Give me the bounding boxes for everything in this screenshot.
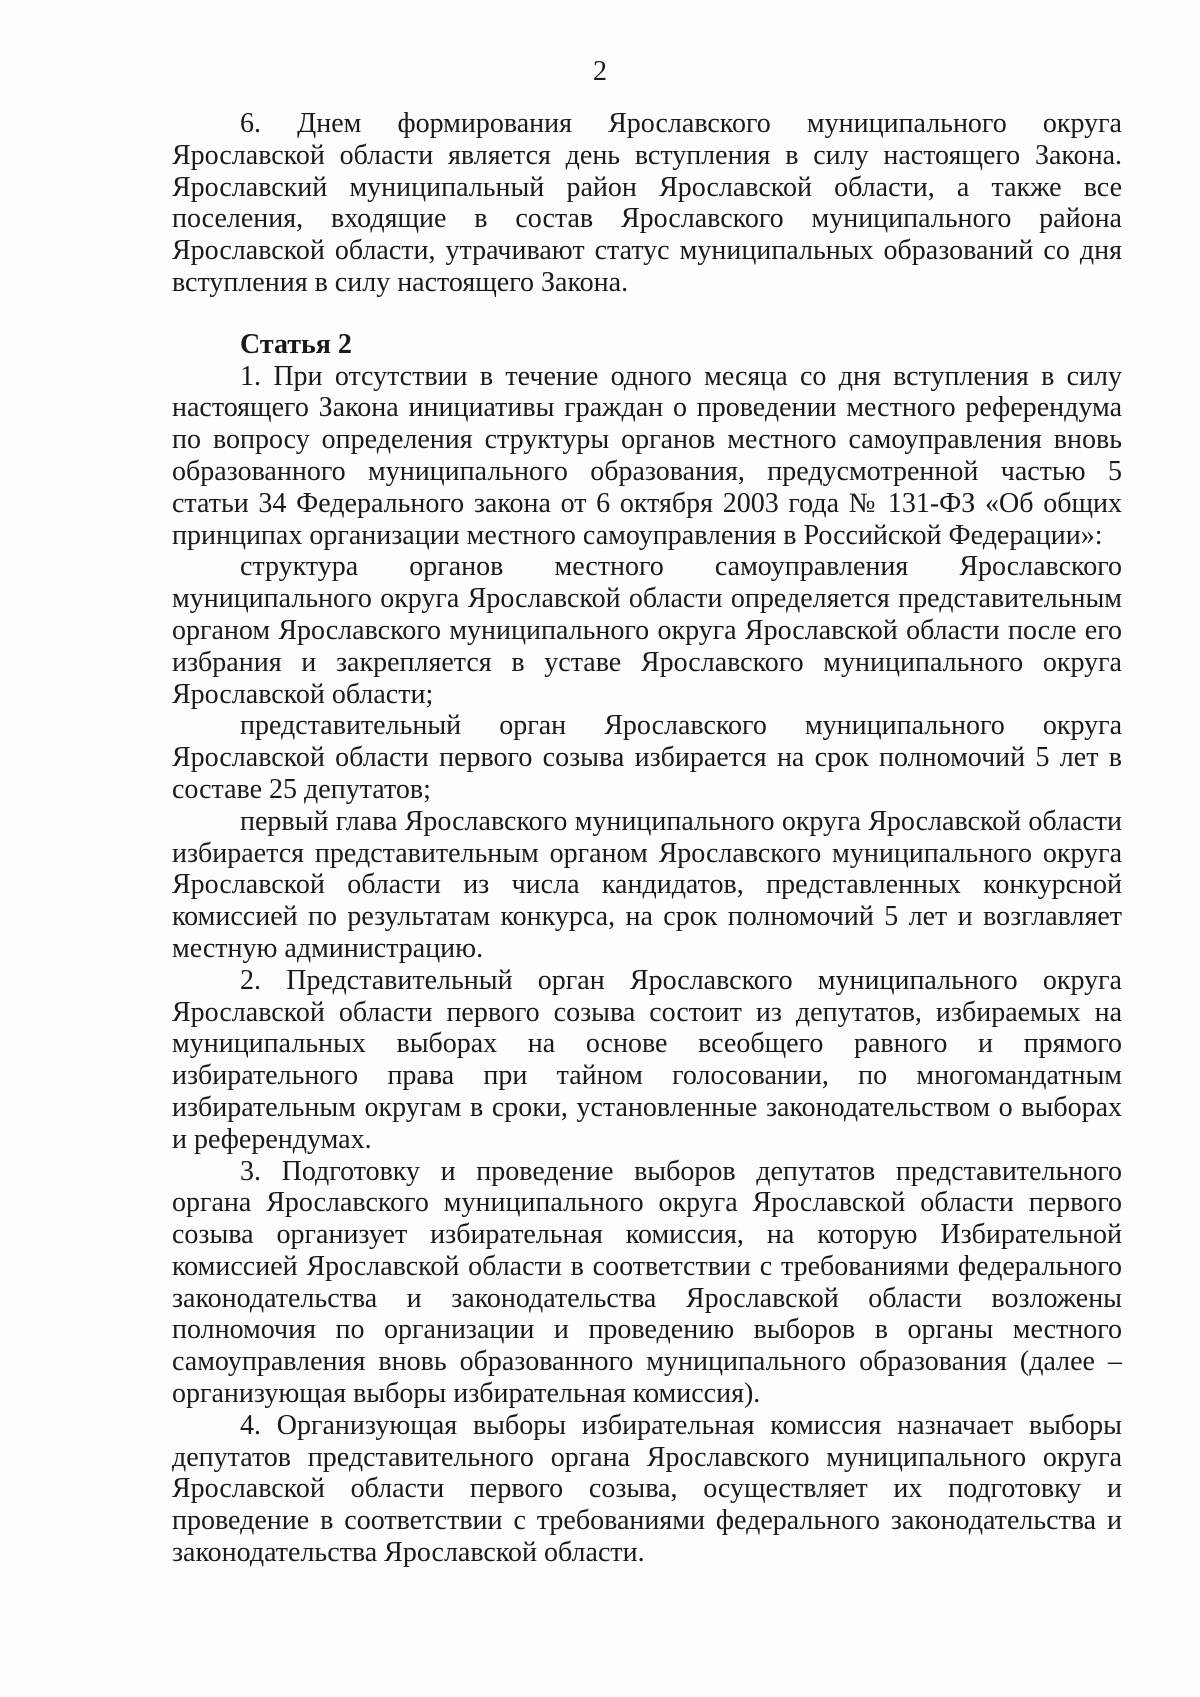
article-paragraph-1-item-structure: структура органов местного самоуправления Ярославского муниципального округа Ярославской области определяется представительным органом Ярославского муниципального округа Ярославской области после его избрания и закрепляется в уставе Ярославского муниципального округа Ярославской области; (172, 551, 1122, 710)
article-paragraph-2: 2. Представительный орган Ярославского муниципального округа Ярославской области первого созыва состоит из депутатов, избираемых на муниципальных выборах на основе всеобщего равного и прямого избирательного права при тайном голосовании, по многомандатным избирательным округам в сроки, установленные законодательством о выборах и референдумах. (172, 964, 1122, 1155)
paragraph-6: 6. Днем формирования Ярославского муниципального округа Ярославской области является день вступления в силу настоящего Закона. Ярославский муниципальный район Ярославской области, а также все поселения, входящие в состав Ярославского муниципального района Ярославской области, утрачивают статус муниципальных образований со дня вступления в силу настоящего Закона. (172, 108, 1122, 298)
article-paragraph-4: 4. Организующая выборы избирательная комиссия назначает выборы депутатов представительного органа Ярославского муниципального округа Ярославской области первого созыва, осуществляет их подготовку и проведение в соответствии с требованиями федерального законодательства и законодательства Ярославской области. (172, 1409, 1122, 1569)
article-paragraph-1-item-representative-body: представительный орган Ярославского муниципального округа Ярославской области первого созыва избирается на срок полномочий 5 лет в составе 25 депутатов; (172, 710, 1122, 805)
article-heading: Статья 2 (240, 328, 352, 360)
article-paragraph-1: 1. При отсутствии в течение одного месяца со дня вступления в силу настоящего Закона инициативы граждан о проведении местного референдума по вопросу определения структуры органов местного самоуправления вновь образованного муниципального образования, предусмотренной частью 5 статьи 34 Федерального закона от 6 октября 2003 года № 131-ФЗ «Об общих принципах организации местного самоуправления в Российской Федерации»: (172, 360, 1122, 551)
document-body (172, 108, 1122, 1569)
article-paragraph-1-item-first-head: первый глава Ярославского муниципального округа Ярославской области избирается представительным органом Ярославского муниципального округа Ярославской области из числа кандидатов, представленных конкурсной комиссией по результатам конкурса, на срок полномочий 5 лет и возглавляет местную администрацию. (172, 805, 1122, 964)
article-paragraph-3: 3. Подготовку и проведение выборов депутатов представительного органа Ярославского муниципального округа Ярославской области первого созыва организует избирательная комиссия, на которую Избирательной комиссией Ярославской области в соответствии с требованиями федерального законодательства и законодательства Ярославской области возложены полномочия по организации и проведению выборов в органы местного самоуправления вновь образованного муниципального образования (далее – организующая выборы избирательная комиссия). (172, 1155, 1122, 1410)
page-number: 2 (593, 56, 607, 87)
